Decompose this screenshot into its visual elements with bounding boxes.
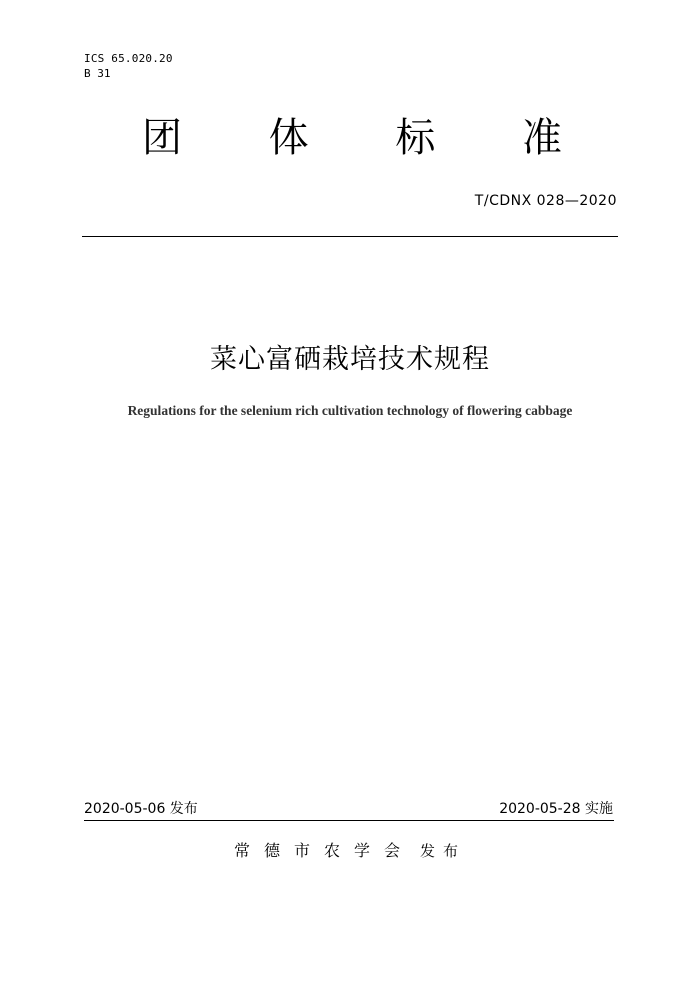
title-chinese: 菜心富硒栽培技术规程	[210, 344, 490, 375]
footer-divider	[84, 820, 614, 821]
standard-type-char: 标	[395, 115, 436, 161]
standard-type-char: 团	[142, 115, 182, 161]
standard-number: T/CDNX 028—2020	[474, 193, 617, 209]
header-divider	[82, 236, 618, 237]
ics-code: ICS 65.020.20	[84, 52, 173, 65]
publisher-organization: 常德市农学会	[233, 841, 414, 860]
ccs-code: B 31	[84, 67, 111, 80]
release-date: 2020-05-06 发布	[84, 801, 198, 817]
date-row	[84, 798, 616, 822]
publisher-action: 发布	[420, 842, 467, 860]
title-english: Regulations for the selenium rich cultivation technology of flowering cabbage	[127, 403, 573, 418]
standard-type-char: 准	[521, 115, 562, 161]
standard-type-char: 体	[268, 115, 309, 161]
standard-type-heading	[88, 110, 612, 166]
publisher-line	[0, 838, 700, 864]
implementation-date: 2020-05-28 实施	[499, 801, 613, 817]
